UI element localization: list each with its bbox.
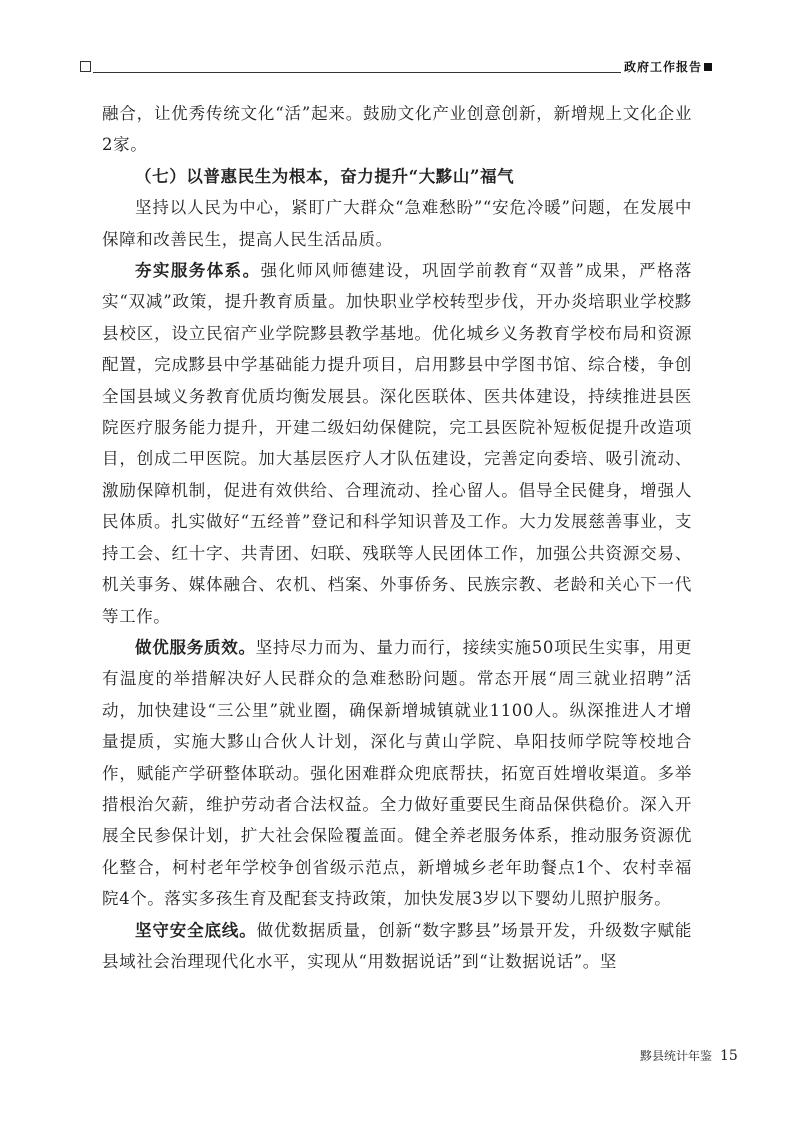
paragraph-continuation: 融合，让优秀传统文化“活”起来。鼓励文化产业创意创新，新增规上文化企业2家。 [102,104,692,155]
paragraph-body: 强化师风师德建设，巩固学前教育“双普”成果，严格落实“双减”政策，提升教育质量。加快职业学校转型步伐，开办炎培职业学校黟县校区，设立民宿产业学院黟县教学基地。优化城乡义务教育学校布局和资源配置，完成黟县中学基础能力提升项目，启用黟县中学图书馆、综合楼，争创全国县域义务教育优质均衡发展县。深化医联体、医共体建设，持续推进县医院医疗服务能力提升，开建二级妇幼保健院，完工县医院补短板促提升改造项目，创成二甲医院。加大基层医疗人才队伍建设，完善定向委培、吸引流动、激励保障机制，促进有效供给、合理流动、拴心留人。倡导全民健身，增强人民体质。扎实做好“五经普”登记和科学知识普及工作。大力发展慈善事业，支持工会、红十字、共青团、妇联、残联等人民团体工作，加强公共资源交易、机关事务、媒体融合、农机、档案、外事侨务、民族宗教、老龄和关心下一代等工作。 [102,261,693,626]
paragraph-lead: 夯实服务体系。 [135,261,261,281]
page-footer [640,1047,738,1064]
paragraph-lead: 做优服务质效。 [135,637,256,657]
paragraph-service-quality [102,632,692,915]
page-number: 15 [720,1048,738,1064]
header-rule [93,72,621,73]
running-header-title: 政府工作报告 [624,60,703,74]
paragraph-body: 做优数据质量，创新“数字黟县”场景开发，升级数字赋能县域社会治理现代化水平，实现从“用数据说话”到“让数据说话”。坚 [102,920,692,971]
header-filled-square [704,63,712,71]
paragraph-lead: 坚守安全底线。 [135,920,257,940]
footer-publication: 黟县统计年鉴 [640,1049,713,1063]
header-open-square [80,61,91,72]
section-heading: （七）以普惠民生为根本，奋力提升“大黟山”福气 [135,166,515,186]
paragraph-safety [102,915,692,978]
paragraph-intro: 坚持以人民为中心，紧盯广大群众“急难愁盼”“安危冷暖”问题，在发展中保障和改善民生，提高人民生活品质。 [102,198,692,249]
paragraph-service-system [102,255,692,632]
paragraph-body: 坚持尽力而为、量力而行，接续实施50项民生实事，用更有温度的举措解决好人民群众的急难愁盼问题。常态开展“周三就业招聘”活动，加快建设“三公里”就业圈，确保新增城镇就业1100人。纵深推进人才增量提质，实施大黟山合伙人计划，深化与黄山学院、阜阳技师学院等校地合作，赋能产学研整体联动。强化困难群众兜底帮扶，拓宽百姓增收渠道。多举措根治欠薪，维护劳动者合法权益。全力做好重要民生商品保供稳价。深入开展全民参保计划，扩大社会保险覆盖面。健全养老服务体系，推动服务资源优化整合，柯村老年学校争创省级示范点，新增城乡老年助餐点1个、农村幸福院4个。落实多孩生育及配套支持政策，加快发展3岁以下婴幼儿照护服务。 [102,637,692,909]
report-body [102,98,692,977]
running-header [624,58,712,75]
